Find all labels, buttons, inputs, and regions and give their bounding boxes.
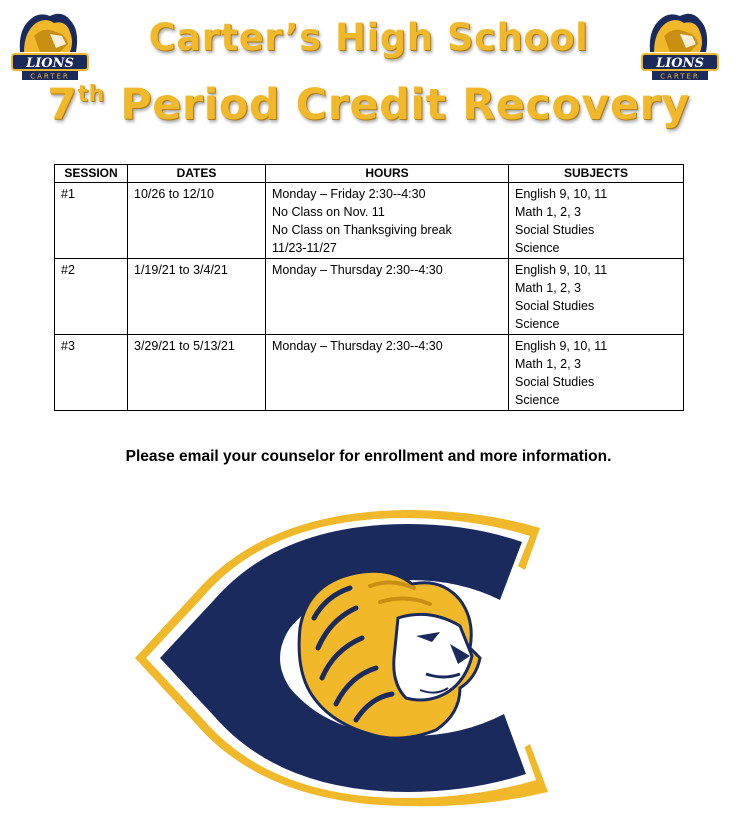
subject-line: Science	[515, 393, 560, 407]
subject-line: English 9, 10, 11	[515, 339, 608, 353]
subject-line: Social Studies	[515, 299, 595, 313]
cell-dates: 3/29/21 to 5/13/21	[128, 335, 266, 411]
cell-hours	[266, 183, 509, 259]
table-row	[55, 183, 684, 259]
hours-line: Monday – Thursday 2:30--4:30	[272, 339, 443, 353]
cell-session: #2	[55, 259, 128, 335]
subtitle-number: 7	[47, 80, 78, 130]
hours-line: No Class on Nov. 11	[272, 205, 385, 219]
cell-session: #3	[55, 335, 128, 411]
cell-dates: 1/19/21 to 3/4/21	[128, 259, 266, 335]
table-row	[55, 259, 684, 335]
subject-line: English 9, 10, 11	[515, 187, 608, 201]
subject-line: Science	[515, 241, 560, 255]
subtitle-ordinal: th	[77, 82, 105, 107]
table-row	[55, 335, 684, 411]
svg-text:LIONS: LIONS	[26, 56, 74, 71]
svg-text:LIONS: LIONS	[656, 56, 704, 71]
hours-line: Monday – Friday 2:30--4:30	[272, 187, 426, 201]
schedule-table	[54, 164, 684, 411]
header-subjects: SUBJECTS	[509, 165, 684, 183]
subject-line: Science	[515, 317, 560, 331]
page-subtitle	[0, 80, 737, 130]
cell-dates: 10/26 to 12/10	[128, 183, 266, 259]
cell-session: #1	[55, 183, 128, 259]
subject-line: English 9, 10, 11	[515, 263, 608, 277]
table-header-row	[55, 165, 684, 183]
carter-c-lion-logo	[130, 508, 610, 808]
subject-line: Social Studies	[515, 223, 595, 237]
cell-subjects	[509, 183, 684, 259]
page-title: Carter’s High School	[148, 16, 589, 59]
enrollment-notice: Please email your counselor for enrollment and more information.	[125, 448, 612, 465]
header-dates: DATES	[128, 165, 266, 183]
subject-line: Math 1, 2, 3	[515, 357, 582, 371]
subject-line: Social Studies	[515, 375, 595, 389]
svg-text:CARTER: CARTER	[30, 72, 70, 81]
header-hours: HOURS	[266, 165, 509, 183]
cell-subjects	[509, 335, 684, 411]
cell-subjects	[509, 259, 684, 335]
hours-line: 11/23-11/27	[272, 241, 337, 255]
header-session: SESSION	[55, 165, 128, 183]
subject-line: Math 1, 2, 3	[515, 281, 582, 295]
cell-hours	[266, 335, 509, 411]
subtitle-text: Period Credit Recovery	[104, 80, 690, 130]
hours-line: No Class on Thanksgiving break	[272, 223, 452, 237]
cell-hours	[266, 259, 509, 335]
hours-line: Monday – Thursday 2:30--4:30	[272, 263, 443, 277]
subject-line: Math 1, 2, 3	[515, 205, 582, 219]
svg-text:CARTER: CARTER	[660, 72, 700, 81]
